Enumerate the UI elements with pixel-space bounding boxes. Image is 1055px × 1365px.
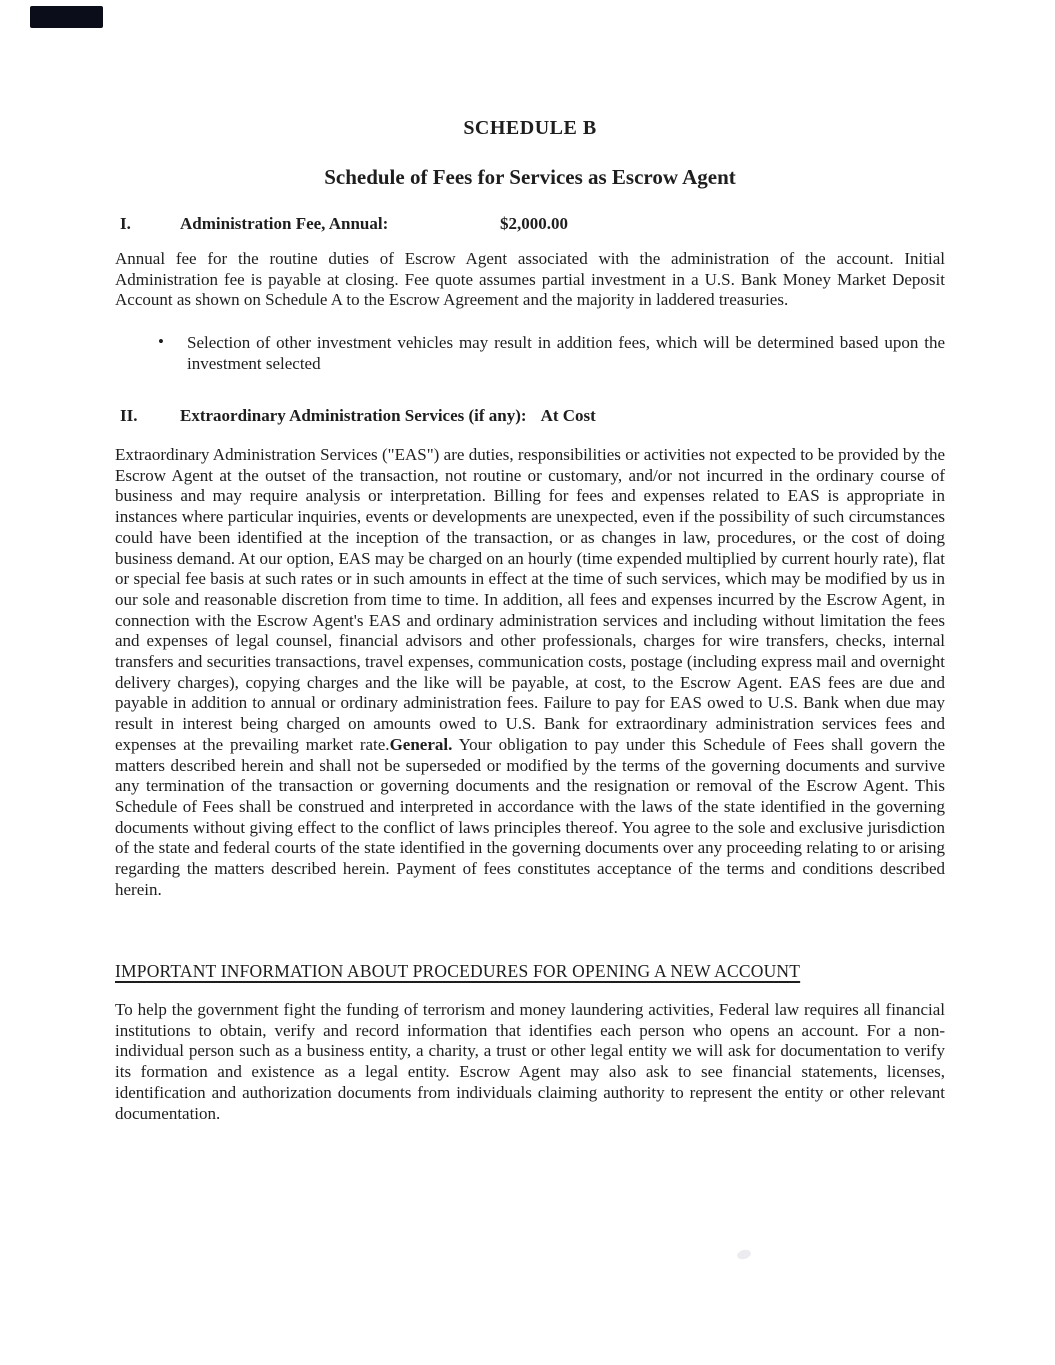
section-eas-row [115,406,945,426]
section-label-eas: Extraordinary Administration Services (if any): [180,406,527,425]
admin-fee-amount: $2,000.00 [500,214,568,233]
document-subtitle: Schedule of Fees for Services as Escrow Agent [324,165,736,189]
bullet-text: Selection of other investment vehicles may result in addition fees, which will be determined based upon the investment selected [187,333,945,373]
bullet-icon: • [158,332,164,351]
section-numeral-i: I. [120,214,131,233]
admin-fee-paragraph: Annual fee for the routine duties of Escrow Agent associated with the administration of the account. Initial Administration fee is payable at closing. Fee quote assumes partial investment in a U.S. Bank Money Market Deposit Account as shown on Schedule A to the Escrow Agreement and the majority in laddered treasuries. [115,249,945,310]
list-item [115,333,945,374]
document-title: SCHEDULE B [463,117,597,139]
eas-fee-amount: At Cost [540,406,596,425]
scan-corner-mark [30,6,103,28]
new-account-notice-paragraph: To help the government fight the funding of terrorism and money laundering activities, Federal law requires all financial institutions to obtain, verify and record information that identifies each person who opens an account. For a non-individual person such as a business entity, a charity, a trust or other legal entity we will ask for documentation to verify its formation and existence as a legal entity. Escrow Agent may also ask to see financial statements, licenses, identification and authorization documents from individuals claiming authority to represent the entity or other relevant documentation. [115,1000,945,1123]
section-admin-fee-row [115,214,945,234]
scan-speck-artifact [736,1248,752,1260]
eas-paragraph: Extraordinary Administration Services ("EAS") are duties, responsibilities or activities not expected to be provided by the Escrow Agent at the outset of the transaction, not routine or customary, and/or not incurred in the ordinary course of business and may require analysis or interpretation. Billing for fees and expenses related to EAS is appropriate in instances where particular inquiries, events or developments are unexpected, even if the possibility of such circumstances could have been identified at the inception of the transaction, or as changes in law, procedures, or the cost of doing business demand. At our option, EAS may be charged on an hourly (time expended multiplied by current hourly rate), flat or special fee basis at such rates or in such amounts in effect at the time of such services, which may be modified by us in our sole and reasonable discretion from time to time. In addition, all fees and expenses incurred by the Escrow Agent, in connection with the Escrow Agent's EAS and ordinary administration services and including without limitation the fees and expenses of legal counsel, financial advisors and other professionals, charges for wire transfers, checks, internal transfers and securities transactions, travel expenses, communication costs, postage (including express mail and overnight delivery charges), copying charges and the like will be payable, at cost, to the Escrow Agent. EAS fees are due and payable in addition to annual or ordinary administration fees. Failure to pay for EAS owed to U.S. Bank when due may result in interest being charged on amounts owed to U.S. Bank for extraordinary administration services fees and expenses at the prevailing market rate.General. Your obligation to pay under this Schedule of Fees shall govern the matters described herein and shall not be superseded or modified by the terms of the governing documents and survive any termination of the transaction or governing documents and the resignation or removal of the Escrow Agent. This Schedule of Fees shall be construed and interpreted in accordance with the laws of the state identified in the governing documents without giving effect to the conflict of laws principles thereof. You agree to the sole and exclusive jurisdiction of the state and federal courts of the state identified in the governing documents over any proceeding relating to or arising regarding the matters described herein. Payment of fees constitutes acceptance of the terms and conditions described herein. [115,445,945,899]
section-label-admin-fee: Administration Fee, Annual: [180,214,389,233]
section-numeral-ii: II. [120,406,138,425]
new-account-notice-heading: IMPORTANT INFORMATION ABOUT PROCEDURES FOR OPENING A NEW ACCOUNT [115,961,801,981]
